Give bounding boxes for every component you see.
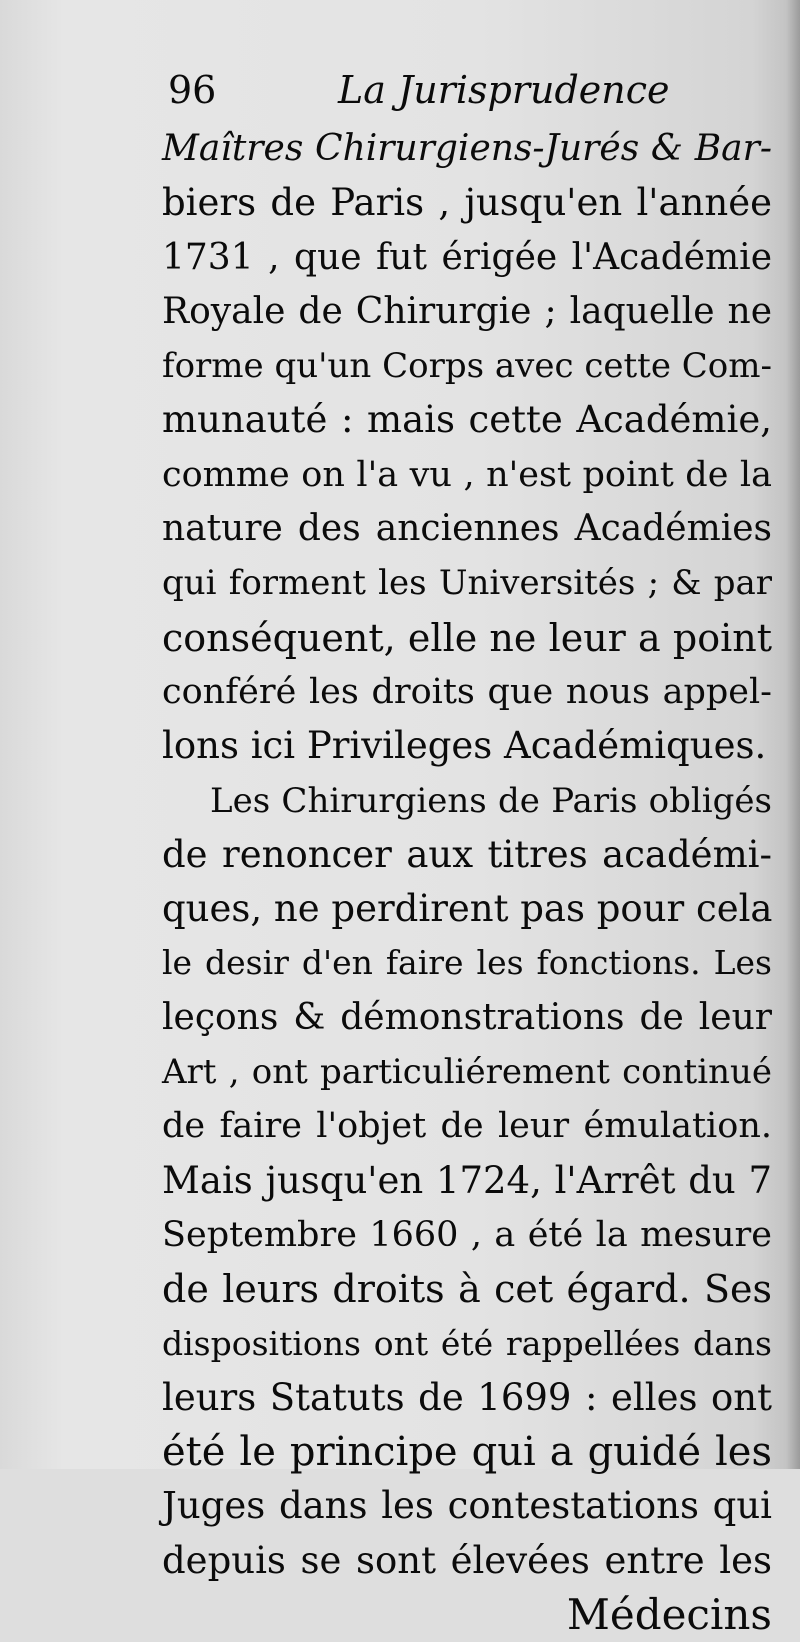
text-line: de renoncer aux titres académi- — [162, 832, 772, 876]
text-line: munauté : mais cette Académie, — [162, 398, 772, 442]
text-line: qui forment les Universités ; & par — [162, 563, 772, 604]
text-line: lons ici Privileges Académiques. — [162, 724, 767, 768]
text-line: comme on l'a vu , n'est point de la — [162, 454, 772, 495]
text-line: biers de Paris , jusqu'en l'année — [162, 181, 772, 225]
text-line: de leurs droits à cet égard. Ses — [162, 1267, 772, 1312]
text-line: été le principe qui a guidé les — [162, 1429, 772, 1476]
running-title: La Jurisprudence — [338, 68, 670, 112]
text-line: de faire l'objet de leur émulation. — [162, 1106, 772, 1147]
text-line: ques, ne perdirent pas pour cela — [162, 887, 773, 931]
text-line: Art , ont particuliérement continué — [162, 1052, 772, 1093]
text-line: le desir d'en faire les fonctions. Les — [162, 943, 772, 983]
page-edge-shadow — [786, 0, 800, 1469]
text-line: conféré les droits que nous appel- — [162, 671, 772, 712]
page-number: 96 — [168, 68, 217, 112]
text-line: dispositions ont été rappellées dans — [162, 1323, 772, 1363]
text-line: forme qu'un Corps avec cette Com- — [162, 346, 772, 387]
text-line: leurs Statuts de 1699 : elles ont — [162, 1375, 772, 1419]
catchword: Médecins — [566, 1590, 772, 1640]
text-line: Septembre 1660 , a été la mesure — [162, 1214, 772, 1255]
text-line: nature des anciennes Académies — [162, 508, 772, 550]
text-line: leçons & démonstrations de leur — [162, 996, 772, 1038]
text-line: depuis se sont élevées entre les — [162, 1538, 772, 1582]
text-line: conséquent, elle ne leur a point — [162, 615, 772, 660]
text-line: Mais jusqu'en 1724, l'Arrêt du 7 — [162, 1158, 772, 1202]
text-line: Juges dans les contestations qui — [162, 1484, 772, 1528]
text-line: Royale de Chirurgie ; laquelle ne — [162, 290, 772, 332]
text-line: Maîtres Chirurgiens-Jurés & Bar- — [162, 128, 772, 169]
paragraph-start-line: Les Chirurgiens de Paris obligés — [210, 780, 772, 821]
text-line: 1731 , que fut érigée l'Académie — [162, 236, 772, 278]
body-text — [162, 122, 772, 1642]
page-header — [168, 64, 670, 116]
